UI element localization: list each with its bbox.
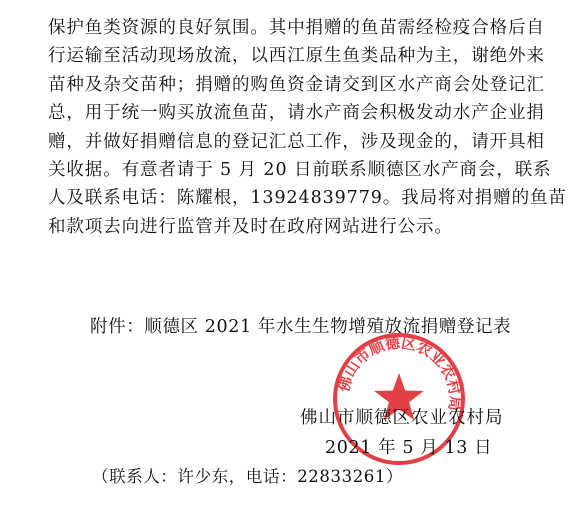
paragraph-line: 人及联系电话：陈耀根，13924839779。我局将对捐赠的鱼苗 [48, 188, 567, 209]
paragraph-line: 和款项去向进行监管并及时在政府网站进行公示。 [48, 216, 453, 237]
seal-text: 佛山市顺德区农业农村局 [334, 333, 465, 412]
paragraph-line: 赠，并做好捐赠信息的登记汇总工作，涉及现金的，请开具相 [48, 131, 545, 152]
issuing-authority: 佛山市顺德区农业农村局 [300, 408, 504, 428]
paragraph-line: 行运输至活动现场放流，以西江原生鱼类品种为主，谢绝外来 [48, 46, 545, 67]
paragraph-line: 总，用于统一购买放流鱼苗，请水产商会积极发动水产企业捐 [48, 103, 545, 124]
paragraph-line: 苗种及杂交苗种；捐赠的购鱼资金请交到区水产商会处登记汇 [48, 74, 545, 95]
paragraph-line: 关收据。有意者请于 5 月 20 日前联系顺德区水产商会，联系 [48, 160, 552, 181]
paragraph-line: 保护鱼类资源的良好氛围。其中捐赠的鱼苗需经检疫合格后自 [48, 18, 545, 38]
body-paragraph [48, 14, 567, 241]
attachment-note: 附件：顺德区 2021 年水生生物增殖放流捐赠登记表 [90, 317, 512, 337]
contact-info: （联系人：许少东，电话：22833261） [92, 467, 404, 486]
issue-date: 2021 年 5 月 13 日 [325, 438, 493, 458]
